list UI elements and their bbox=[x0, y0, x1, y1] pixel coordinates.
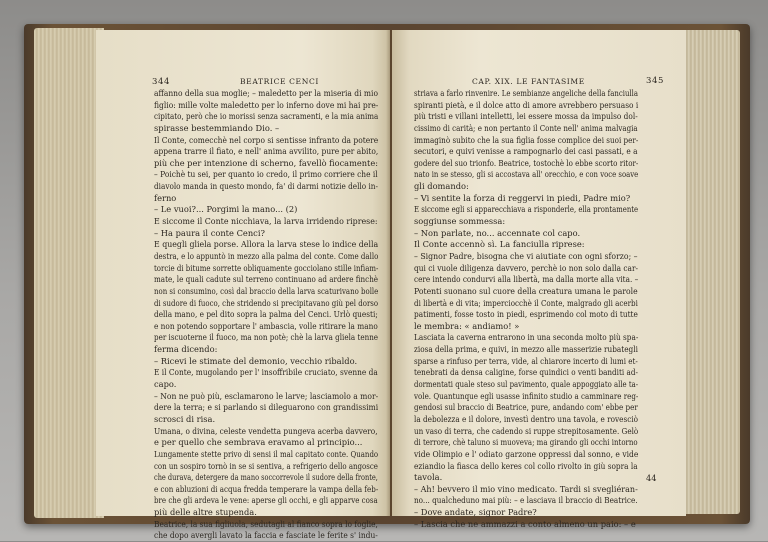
left-page-text-line: Beatrice, la sua figliuola, sedutagli al fianco sopra lo foglie, bbox=[154, 518, 378, 529]
left-page-header bbox=[152, 76, 378, 89]
right-page-text-line: patimenti, fosse tosto in piedi, esprimendo col moto di tutte bbox=[414, 309, 638, 320]
right-page-text-line: – Non parlate, no... accennate col capo. bbox=[414, 227, 581, 238]
signature-mark: 44 bbox=[646, 473, 657, 483]
left-page-text-line: Lungamente stette privo di sensi il mal capitato conte. Quando bbox=[154, 448, 379, 459]
right-page bbox=[392, 30, 686, 529]
right-page-text-line: cere intendo condurvi alla libertà, ma dalla morte alla vita. – bbox=[414, 274, 639, 285]
left-page-text-line: e con abluzioni di acqua fredda temperare la vampa della feb- bbox=[154, 483, 379, 494]
right-page-text-line: striava a farlo rinvenire. Le sembianze angeliche della fanciulla bbox=[414, 88, 638, 98]
right-page-text-line: – Vi sentite la forza di reggervi in piedi, Padre mio? bbox=[414, 192, 631, 203]
right-page-text-line: tavola. bbox=[414, 472, 443, 483]
right-page-text-line: le membra: « andiamo! » bbox=[414, 320, 520, 331]
left-page-text-line: più che per intenzione di scherno, favellò fiocamente: bbox=[154, 157, 378, 168]
right-page-text-line: – Ah! bevvero il mio vino medicato. Tardi si svegliéran- bbox=[414, 483, 638, 494]
right-page-text-line: di terrore, chè taluno si muoveva; ma girando gli occhi intorno bbox=[414, 437, 638, 448]
right-page-text-line: Lasciata la caverna entrarono in una seconda molto più spa- bbox=[414, 332, 639, 343]
left-page-text-line: figlio: mille volte maledetto per lo inferno dove mi hai pre- bbox=[154, 99, 379, 110]
left-page-text-line: – Ricevi le stimate del demonio, vecchio ribaldo. bbox=[154, 355, 358, 366]
right-page-text-line: un vaso di terra, che cadendo si ruppe strepitosamente. Gelò bbox=[414, 425, 639, 436]
left-page-text-line: diavolo manda in questo mondo, fa' di darmi notizie dello in- bbox=[154, 181, 378, 192]
right-page-text-line: nato in se stesso, gli si accostava all' orecchio, e con voce soave bbox=[414, 169, 639, 180]
left-page-text-line: e per quello che sembrava eravamo al principio... bbox=[154, 437, 363, 448]
right-page-text-line: Potenti suonano sul cuore della creatura umana le parole bbox=[414, 285, 638, 296]
right-page-text-line: – Signor Padre, bisogna che vi aiutiate con ogni sforzo; – bbox=[414, 250, 638, 261]
left-page-text-line: per iscuoterne il fuoco, ma non potè; chè la larva gliela tenne bbox=[154, 332, 379, 343]
left-page-text-line: con un sospiro tornò in se si sentiva, a refrigerio dello angosce bbox=[154, 460, 378, 471]
right-page-text bbox=[414, 88, 684, 530]
left-page-text-line: mate, le quali cadute sul terreno continuano ad ardere finchè bbox=[154, 274, 379, 285]
right-page-text-line: più tristi e villani intelletti, lei essere mossa da impulso dol- bbox=[414, 111, 638, 122]
left-page-text-line: e non potendo sopportare l' ambascia, volle ritirare la mano bbox=[154, 320, 378, 331]
right-page-number: 345 bbox=[646, 76, 665, 86]
left-page-text-line: appena trarre il fiato, e nell' anima avvilito, pure per abito, bbox=[154, 146, 379, 157]
left-page-text-line: non si consumino, così dal braccio della larva scaturivano bolle bbox=[154, 285, 379, 296]
left-page-text-line: della mano, e pel dito sopra la palma del Cenci. Urlò questi; bbox=[154, 309, 378, 320]
right-running-head: CAP. XIX. LE FANTASIME bbox=[472, 77, 585, 86]
left-page-text-line: di sudore di fuoco, che stridendo si precipitavano giù pel dorso bbox=[154, 297, 379, 308]
right-page-text-line: – Dove andate, signor Padre? bbox=[414, 507, 537, 518]
right-page-text-line: spiranti pietà, e il dolce atto di amore avrebbero persuaso i bbox=[414, 99, 639, 110]
left-page-text-line: Umana, o divina, celeste vendetta pungeva acerba davvero, bbox=[154, 425, 378, 436]
right-page-text-line: E siccome egli si apparecchiava a risponderle, ella prontamente bbox=[414, 204, 639, 215]
left-page-text-line: E quegli gliela porse. Allora la larva stese lo indice della bbox=[154, 239, 379, 250]
left-page-text-line: – Le vuoi?... Porgimi la mano... (2) bbox=[154, 204, 298, 215]
right-page-text-line: gli domando: bbox=[414, 181, 469, 192]
right-page-text-line: no... qualcheduno mai più: – e lasciava il braccio di Beatrice. bbox=[414, 495, 638, 506]
right-page-text-line: sparse a rinfuso per terra, vide, al chiarore incerto di lumi et- bbox=[414, 355, 638, 366]
right-page-text-line: godere del suo trionfo. Beatrice, tostochè lo ebbe scorto ritor- bbox=[414, 157, 639, 168]
left-page-text-line: capo. bbox=[154, 379, 177, 390]
left-page-number: 344 bbox=[152, 77, 171, 87]
left-running-head: BEATRICE CENCI bbox=[240, 77, 319, 86]
left-page-text-line: Il Conte, comecchè nel corpo si sentisse infranto da potere bbox=[154, 134, 379, 145]
right-page-text-line: immaginò subito che la sua figlia fosse complice dei suoi per- bbox=[414, 134, 639, 145]
right-page-text-line: soggiunse sommessa: bbox=[414, 216, 506, 227]
left-page bbox=[96, 30, 390, 541]
right-page-text-line: ziosa della prima, e quivi, in mezzo alle masserizie rubategli bbox=[414, 344, 638, 355]
left-page-edges bbox=[34, 28, 104, 518]
right-page-text-line: di libertà e di vita; imperciocchè il Conte, malgrado gli acerbi bbox=[414, 297, 638, 308]
left-page-text-line: ferno bbox=[154, 192, 177, 203]
left-page-text-line: scrosci di risa. bbox=[154, 413, 216, 424]
right-page-text-line: secutori, e quivi venisse a rampognarlo dei casi passati, e a bbox=[414, 146, 638, 157]
left-page-text-line: torcie di bitume sorrette obliquamente gocciolano stille infiam- bbox=[154, 262, 379, 273]
right-page-text-line: eziandio la fiasca dello keres col collo rivolto in giù sopra la bbox=[414, 460, 638, 471]
left-page-text-line: E siccome il Conte nicchiava, la larva irridendo riprese: bbox=[154, 216, 378, 227]
left-page-text-line: ferma dicendo: bbox=[154, 344, 218, 355]
left-page-text-line: cipitato, però che io morissi senza sacramenti, e la mia anima bbox=[154, 111, 379, 122]
left-page-text-line: spirasse bestemmiando Dio. – bbox=[154, 122, 280, 133]
right-page-edges bbox=[684, 30, 740, 514]
right-page-text-line: Il Conte accennò sì. La fanciulla riprese: bbox=[414, 239, 585, 250]
left-page-text-line: che durava, detergere da mano soccorrevole il sudore della fronte, bbox=[154, 472, 378, 483]
right-page-text-line: la debolezza e il dolore, investì dentro una tavola, e rovesciò bbox=[414, 413, 638, 424]
right-page-text-line: vole. Quantunque egli usasse infinito studio a camminare reg- bbox=[414, 390, 639, 401]
right-page-text-line: cissimo di carità; e non pertanto il Conte nell' anima malvagia bbox=[414, 122, 638, 133]
left-page-text-line: E il Conte, mugolando per l' insoffribile cruciato, svenne da bbox=[154, 367, 378, 378]
right-page-text-line: – Lascia che ne ammazzi a conto almeno un paio: – e bbox=[414, 518, 636, 529]
right-page-text-line: dormentati quale steso sul pavimento, quale appoggiato alle ta- bbox=[414, 379, 639, 390]
left-page-text-line: – Non ne può più, esclamarono le larve; lasciamolo a mor- bbox=[154, 390, 379, 401]
left-page-text-line: – Ha paura il conte Cenci? bbox=[154, 227, 265, 238]
right-page-header bbox=[472, 76, 672, 88]
left-page-text-line: – Poichè tu sei, per quanto io credo, il primo corriere che il bbox=[154, 169, 378, 180]
right-page-text-line: tenebrati da densa caligine, forse quindici o venti banditi ad- bbox=[414, 367, 638, 378]
left-page-text-line: bre che gli ardeva le vene: aperse gli occhi, e gli apparve cosa bbox=[154, 495, 378, 506]
right-page-text-line: vide Olimpio e l' odiato garzone oppressi dal sonno, e vide bbox=[414, 448, 639, 459]
left-page-text-line: che dopo avergli lavato la faccia e fasciate le ferite s' indu- bbox=[154, 530, 378, 541]
left-page-text-line: affanno della sua moglie; – maledetto per la miseria di mio bbox=[154, 88, 378, 98]
left-page-text-line: dere la terra; e si parlando si dileguarono con grandissimi bbox=[154, 402, 379, 413]
right-page-text-line: qui ci vuole diligenza davvero, perchè io non solo dalla car- bbox=[414, 262, 639, 273]
right-page-text-line: gendosi sul braccio di Beatrice, pure, andando com' ebbe per bbox=[414, 402, 638, 413]
left-page-text-line: destra, e lo appuntò in mezzo alla palma del conte. Come dallo bbox=[154, 250, 379, 261]
left-page-text-line: più delle altre stupenda. bbox=[154, 507, 257, 518]
